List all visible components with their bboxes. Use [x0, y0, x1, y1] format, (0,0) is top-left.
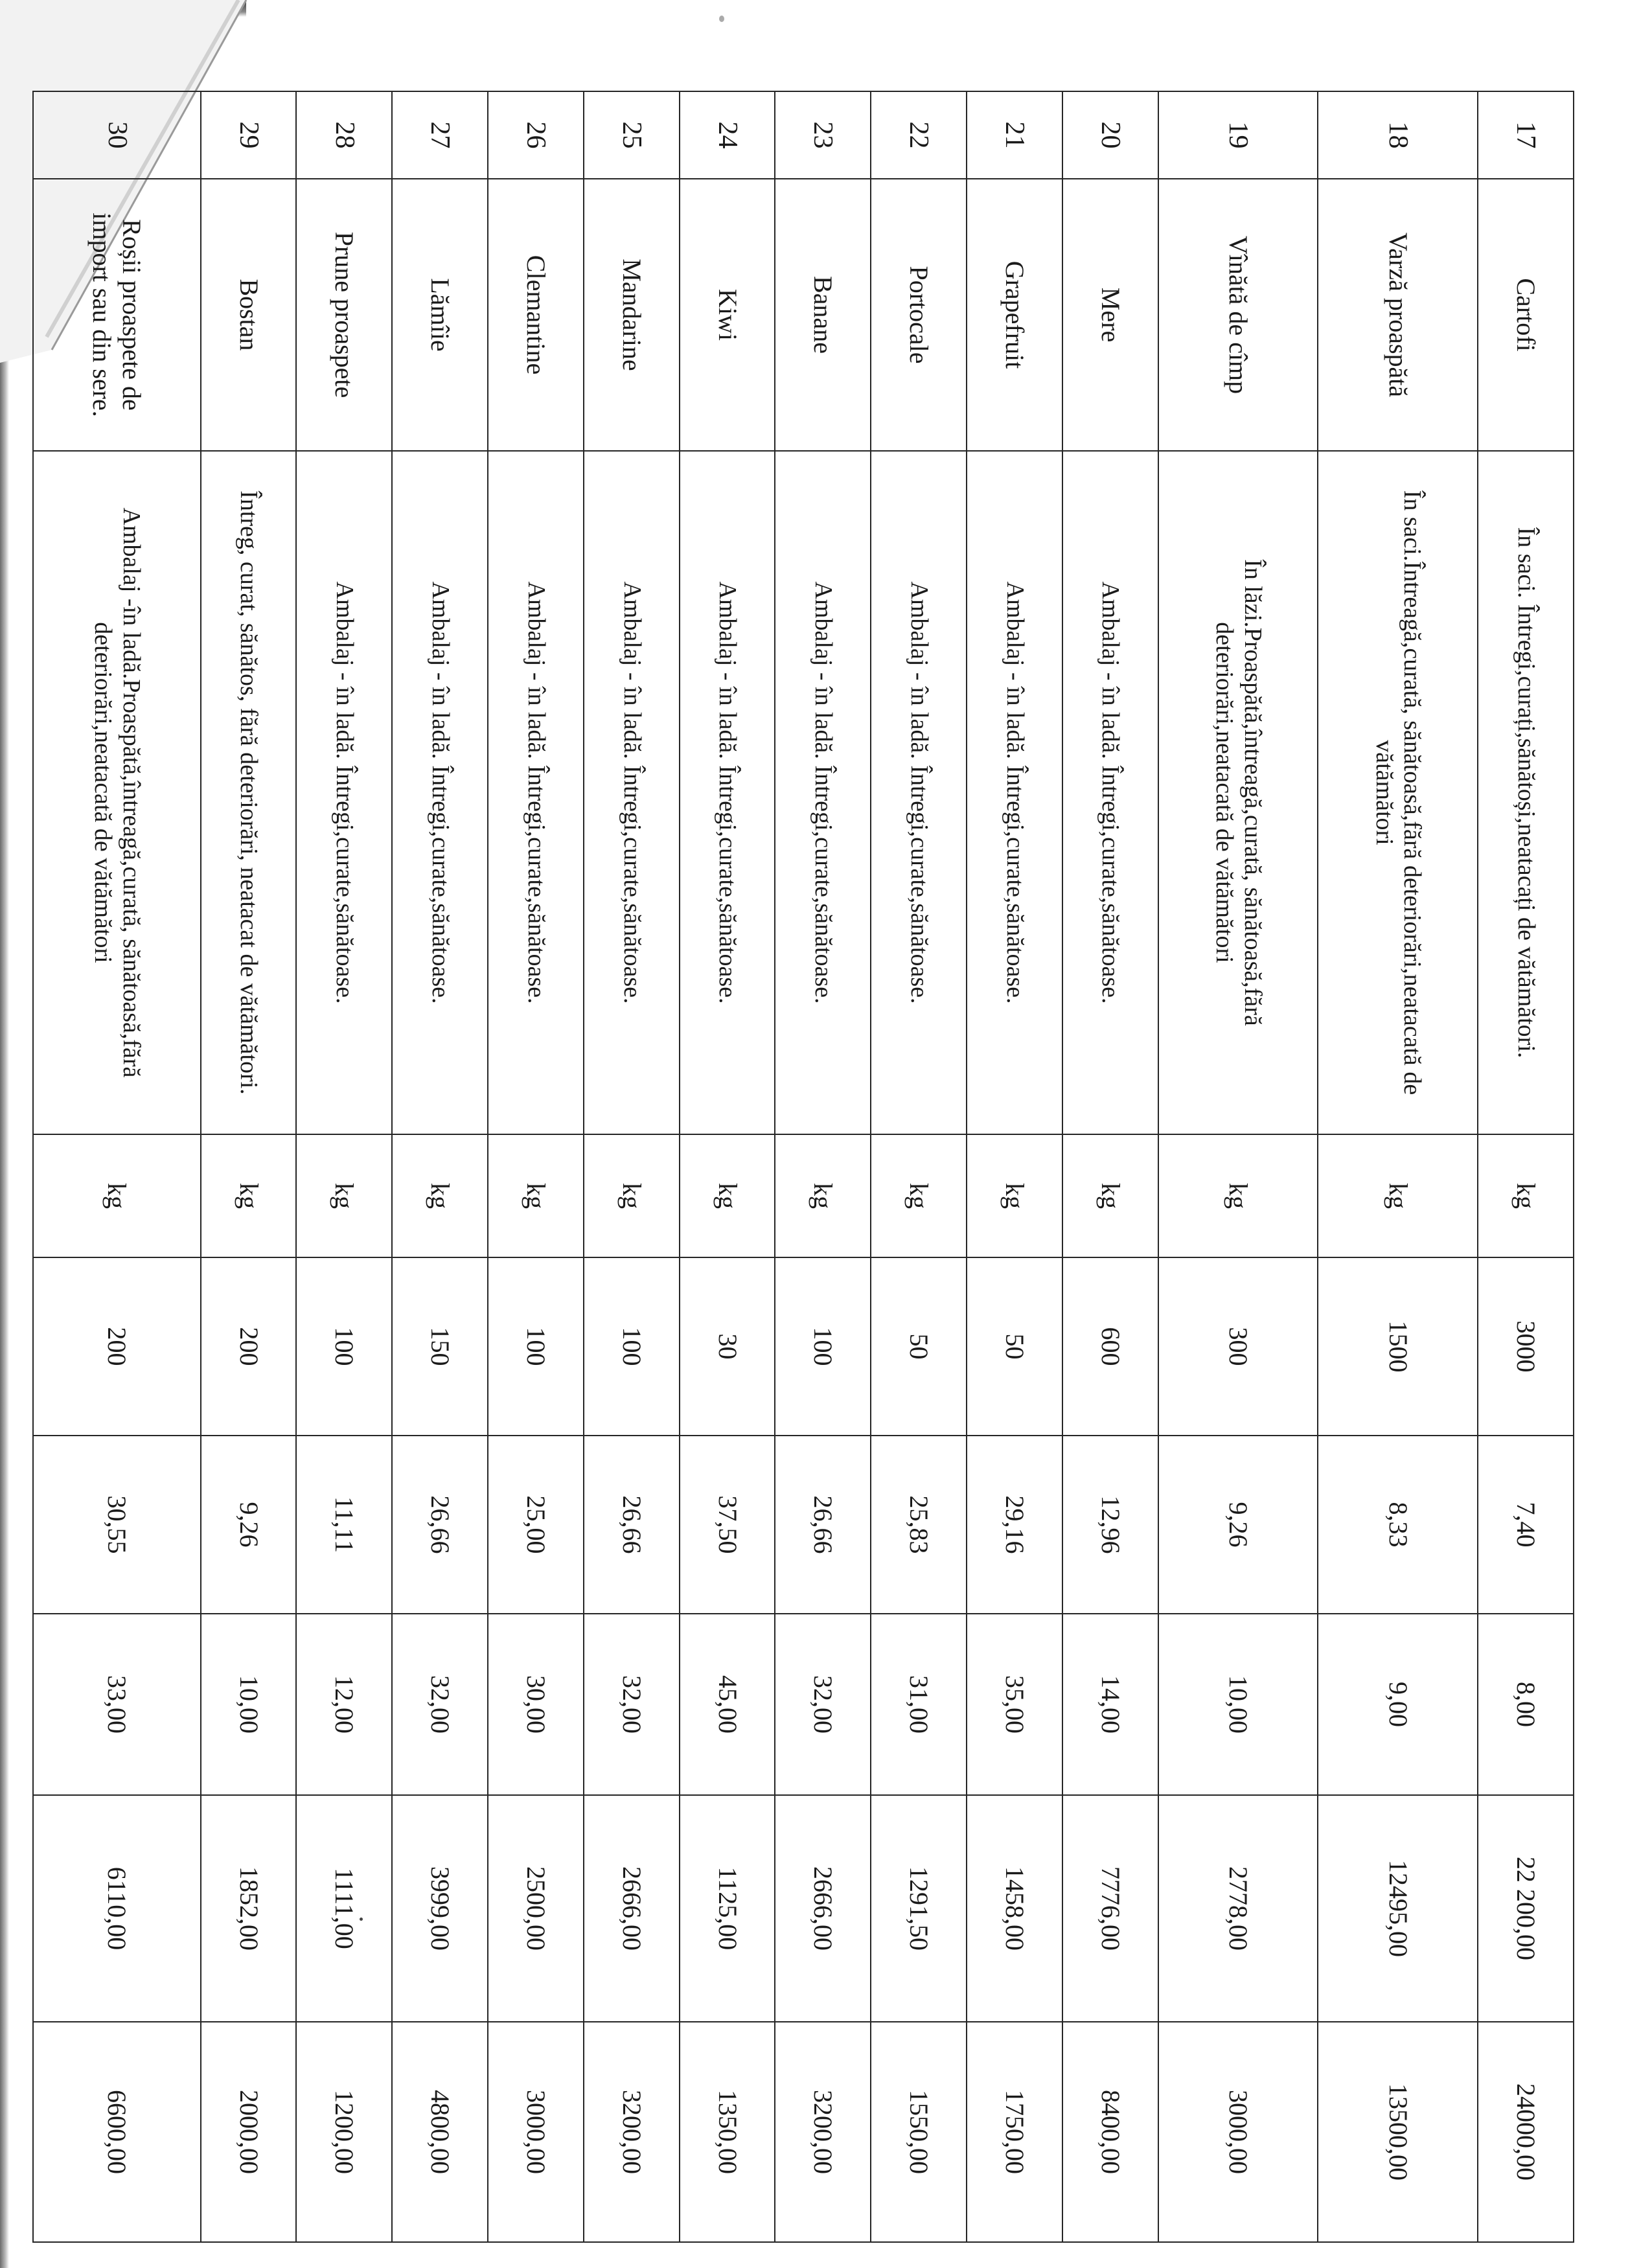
total-incl-vat-cell: 6600,00 — [33, 2022, 201, 2242]
total-excl-vat-cell: 1291,50 — [871, 1795, 967, 2022]
quantity-cell: 100 — [488, 1257, 584, 1436]
quantity-cell: 3000 — [1478, 1257, 1574, 1436]
row-number-cell: 21 — [967, 91, 1062, 179]
row-number-cell: 22 — [871, 91, 967, 179]
quantity-cell: 600 — [1062, 1257, 1158, 1436]
unit-price-incl-vat-cell: 14,00 — [1062, 1614, 1158, 1795]
row-number-cell: 19 — [1158, 91, 1318, 179]
table-row — [680, 91, 775, 2242]
product-description-cell: Ambalaj - în ladă. Întregi,curate,sănătoase. — [488, 451, 584, 1134]
unit-price-excl-vat-cell: 7,40 — [1478, 1436, 1574, 1614]
product-description-cell: Ambalaj - în ladă. Întregi,curate,sănătoase. — [297, 451, 393, 1134]
quantity-cell: 50 — [967, 1257, 1062, 1436]
unit-price-excl-vat-cell: 26,66 — [775, 1436, 871, 1614]
unit-price-incl-vat-cell: 32,00 — [584, 1614, 680, 1795]
product-name-cell: Clemantine — [488, 179, 584, 451]
total-incl-vat-cell: 8400,00 — [1062, 2022, 1158, 2242]
product-name-cell: Grapefruit — [967, 179, 1062, 451]
quantity-cell: 200 — [201, 1257, 297, 1436]
rotated-page — [32, 91, 1574, 2241]
unit-price-incl-vat-cell: 32,00 — [392, 1614, 488, 1795]
row-number-cell: 24 — [680, 91, 775, 179]
unit-price-excl-vat-cell: 25,83 — [871, 1436, 967, 1614]
product-name-cell: Cartofi — [1478, 179, 1574, 451]
table-row — [1158, 91, 1318, 2242]
unit-price-incl-vat-cell: 8,00 — [1478, 1614, 1574, 1795]
row-number-cell: 18 — [1318, 91, 1478, 179]
row-number-cell: 30 — [33, 91, 201, 179]
product-name-cell: Portocale — [871, 179, 967, 451]
quantity-cell: 100 — [775, 1257, 871, 1436]
unit-price-incl-vat-cell: 9,00 — [1318, 1614, 1478, 1795]
quantity-cell: 100 — [584, 1257, 680, 1436]
product-name-cell: Lămîie — [392, 179, 488, 451]
unit-price-incl-vat-cell: 32,00 — [775, 1614, 871, 1795]
unit-cell: kg — [33, 1134, 201, 1257]
quantity-cell: 100 — [297, 1257, 393, 1436]
unit-price-excl-vat-cell: 12,96 — [1062, 1436, 1158, 1614]
unit-price-incl-vat-cell: 31,00 — [871, 1614, 967, 1795]
row-number-cell: 28 — [297, 91, 393, 179]
unit-price-excl-vat-cell: 9,26 — [1158, 1436, 1318, 1614]
table-row — [584, 91, 680, 2242]
total-excl-vat-cell: 2666,00 — [584, 1795, 680, 2022]
unit-cell: kg — [297, 1134, 393, 1257]
table-row — [871, 91, 967, 2242]
total-incl-vat-cell: 2000,00 — [201, 2022, 297, 2242]
product-name-cell: Varză proaspătă — [1318, 179, 1478, 451]
total-incl-vat-cell: 4800,00 — [392, 2022, 488, 2242]
product-description-cell: Ambalaj - în ladă. Întregi,curate,sănătoase. — [967, 451, 1062, 1134]
product-name-cell: Vînătă de cîmp — [1158, 179, 1318, 451]
product-name-cell: Bostan — [201, 179, 297, 451]
unit-price-excl-vat-cell: 25,00 — [488, 1436, 584, 1614]
unit-cell: kg — [201, 1134, 297, 1257]
unit-cell: kg — [680, 1134, 775, 1257]
unit-price-incl-vat-cell: 45,00 — [680, 1614, 775, 1795]
row-number-cell: 20 — [1062, 91, 1158, 179]
table-row — [488, 91, 584, 2242]
unit-price-incl-vat-cell: 33,00 — [33, 1614, 201, 1795]
total-incl-vat-cell: 3000,00 — [1158, 2022, 1318, 2242]
total-excl-vat-cell: 2666,00 — [775, 1795, 871, 2022]
row-number-cell: 23 — [775, 91, 871, 179]
total-incl-vat-cell: 3200,00 — [775, 2022, 871, 2242]
quantity-cell: 300 — [1158, 1257, 1318, 1436]
table-row — [775, 91, 871, 2242]
product-description-cell: Ambalaj - în ladă. Întregi,curate,sănătoase. — [680, 451, 775, 1134]
unit-price-excl-vat-cell: 11,11 — [297, 1436, 393, 1614]
total-excl-vat-cell: 2500,00 — [488, 1795, 584, 2022]
quantity-cell: 30 — [680, 1257, 775, 1436]
unit-price-excl-vat-cell: 30,55 — [33, 1436, 201, 1614]
table-row — [1478, 91, 1574, 2242]
total-excl-vat-cell: 1125,00 — [680, 1795, 775, 2022]
table-row — [1062, 91, 1158, 2242]
product-description-cell: Ambalaj - în ladă. Întregi,curate,sănătoase. — [584, 451, 680, 1134]
product-description-cell: În saci. Întregi,curați,sănătoși,neatacați de vătămători. — [1478, 451, 1574, 1134]
total-incl-vat-cell: 13500,00 — [1318, 2022, 1478, 2242]
quantity-cell: 1500 — [1318, 1257, 1478, 1436]
unit-price-excl-vat-cell: 8,33 — [1318, 1436, 1478, 1614]
total-excl-vat-cell: 3999,00 — [392, 1795, 488, 2022]
unit-cell: kg — [1318, 1134, 1478, 1257]
total-incl-vat-cell: 3000,00 — [488, 2022, 584, 2242]
product-description-cell: În saci.Întreagă,curată, sănătoasă,fără deteriorări,neatacată de vătămători — [1318, 451, 1478, 1134]
unit-cell: kg — [392, 1134, 488, 1257]
unit-price-incl-vat-cell: 12,00 — [297, 1614, 393, 1795]
total-incl-vat-cell: 1350,00 — [680, 2022, 775, 2242]
product-description-cell: Ambalaj - în ladă. Întregi,curate,sănătoase. — [775, 451, 871, 1134]
product-description-cell: Ambalaj -în ladă.Proaspătă,întreagă,curată, sănătoasă,fără deteriorări,neatacată de vătămători — [33, 451, 201, 1134]
quantity-cell: 200 — [33, 1257, 201, 1436]
total-excl-vat-cell: 1852,00 — [201, 1795, 297, 2022]
product-name-cell: Mere — [1062, 179, 1158, 451]
total-incl-vat-cell: 3200,00 — [584, 2022, 680, 2242]
product-description-cell: Ambalaj - în ladă. Întregi,curate,sănătoase. — [1062, 451, 1158, 1134]
product-description-cell: Ambalaj - în ladă. Întregi,curate,sănătoase. — [392, 451, 488, 1134]
total-incl-vat-cell: 1750,00 — [967, 2022, 1062, 2242]
total-excl-vat-cell: 22 200,00 — [1478, 1795, 1574, 2022]
table-row — [201, 91, 297, 2242]
unit-cell: kg — [1158, 1134, 1318, 1257]
row-number-cell: 26 — [488, 91, 584, 179]
unit-cell: kg — [775, 1134, 871, 1257]
total-incl-vat-cell: 1550,00 — [871, 2022, 967, 2242]
total-incl-vat-cell: 1200,00 — [297, 2022, 393, 2242]
total-incl-vat-cell: 24000,00 — [1478, 2022, 1574, 2242]
unit-cell: kg — [1478, 1134, 1574, 1257]
row-number-cell: 27 — [392, 91, 488, 179]
row-number-cell: 25 — [584, 91, 680, 179]
table-row — [392, 91, 488, 2242]
total-excl-vat-cell: 12495,00 — [1318, 1795, 1478, 2022]
unit-cell: kg — [488, 1134, 584, 1257]
unit-price-incl-vat-cell: 35,00 — [967, 1614, 1062, 1795]
quantity-cell: 50 — [871, 1257, 967, 1436]
products-table — [32, 91, 1574, 2243]
product-description-cell: Ambalaj - în ladă. Întregi,curate,sănătoase. — [871, 451, 967, 1134]
row-number-cell: 17 — [1478, 91, 1574, 179]
unit-price-excl-vat-cell: 37,50 — [680, 1436, 775, 1614]
unit-cell: kg — [1062, 1134, 1158, 1257]
product-name-cell: Mandarine — [584, 179, 680, 451]
unit-price-incl-vat-cell: 10,00 — [1158, 1614, 1318, 1795]
unit-price-excl-vat-cell: 29,16 — [967, 1436, 1062, 1614]
product-description-cell: Întreg, curat, sănătos, fără deteriorări, neatacat de vătămători. — [201, 451, 297, 1134]
table-body — [33, 91, 1574, 2242]
scan-speck — [719, 16, 724, 22]
unit-price-incl-vat-cell: 10,00 — [201, 1614, 297, 1795]
quantity-cell: 150 — [392, 1257, 488, 1436]
total-excl-vat-cell: 2778,00 — [1158, 1795, 1318, 2022]
total-excl-vat-cell: 1111,00 — [297, 1795, 393, 2022]
unit-price-excl-vat-cell: 9,26 — [201, 1436, 297, 1614]
unit-price-excl-vat-cell: 26,66 — [392, 1436, 488, 1614]
total-excl-vat-cell: 6110,00 — [33, 1795, 201, 2022]
unit-cell: kg — [967, 1134, 1062, 1257]
product-name-cell: Banane — [775, 179, 871, 451]
total-excl-vat-cell: 1458,00 — [967, 1795, 1062, 2022]
product-name-cell: Kiwi — [680, 179, 775, 451]
unit-cell: kg — [871, 1134, 967, 1257]
unit-price-incl-vat-cell: 30,00 — [488, 1614, 584, 1795]
row-number-cell: 29 — [201, 91, 297, 179]
unit-price-excl-vat-cell: 26,66 — [584, 1436, 680, 1614]
product-name-cell: Prune proaspete — [297, 179, 393, 451]
table-row — [33, 91, 201, 2242]
table-row — [967, 91, 1062, 2242]
unit-cell: kg — [584, 1134, 680, 1257]
table-row — [297, 91, 393, 2242]
table-row — [1318, 91, 1478, 2242]
product-name-cell: Roșii proaspete de import sau din sere. — [33, 179, 201, 451]
product-description-cell: În lăzi.Proaspătă,întreagă,curată, sănătoasă,fără deteriorări,neatacată de vătămători — [1158, 451, 1318, 1134]
total-excl-vat-cell: 7776,00 — [1062, 1795, 1158, 2022]
